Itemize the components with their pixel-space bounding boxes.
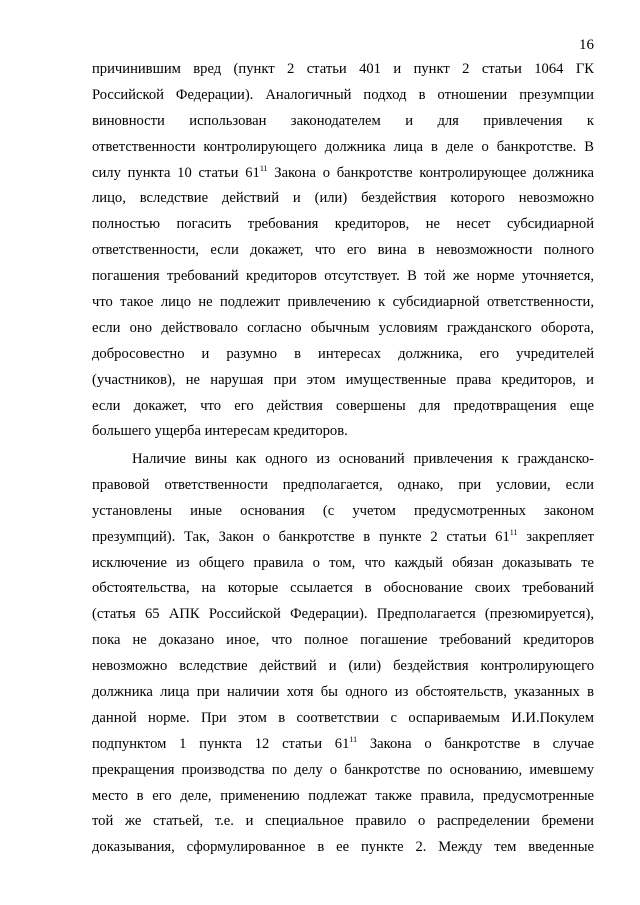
text-line: должника лица при наличии хотя бы одного из обстоятельств, указанных в: [92, 684, 594, 701]
text-line: ответственности, если докажет, что его вина в невозможности полного: [92, 242, 594, 259]
text-run: презумпций). Так, Закон о банкротстве в пункте 2 статьи 61: [92, 528, 510, 545]
text-line: обстоятельства, на которые ссылается в обоснование своих требований: [92, 580, 594, 597]
text-line: если оно действовало согласно обычным условиям гражданского оборота,: [92, 319, 594, 336]
text-run: силу пункта 10 статьи 61: [92, 164, 260, 181]
text-line: [92, 525, 594, 551]
superscript: 11: [349, 734, 358, 744]
text-line: лицо, вследствие действий и (или) бездействия которого невозможно: [92, 190, 594, 207]
text-line: ответственности контролирующего должника лица в деле о банкротстве. В: [92, 138, 594, 155]
text-line: что такое лицо не подлежит привлечению к субсидиарной ответственности,: [92, 294, 594, 311]
page-number: 16: [579, 37, 594, 53]
text-line: данной норме. При этом в соответствии с оспариваемым И.И.Покулем: [92, 709, 594, 726]
text-line: пока не доказано иное, что полное погашение требований кредиторов: [92, 632, 594, 649]
text-line: доказывания, сформулированное в ее пункте 2. Между тем введенные: [92, 839, 594, 856]
text-line: полностью погасить требования кредиторов, не несет субсидиарной: [92, 216, 594, 233]
text-line: погашения требований кредиторов отсутствует. В той же норме уточняется,: [92, 268, 594, 285]
text-line: правовой ответственности предполагается, однако, при условии, если: [92, 476, 594, 493]
text-line: исключение из общего правила о том, что каждый обязан доказывать те: [92, 554, 594, 571]
paragraph-1: [92, 57, 594, 445]
text-line: если докажет, что его действия совершены для предотвращения еще: [92, 397, 594, 414]
text-line: Наличие вины как одного из оснований привлечения к гражданско-: [132, 451, 594, 467]
text-line: [92, 161, 594, 187]
text-line: (участников), не нарушая при этом имущественные права кредиторов, и: [92, 371, 594, 388]
text-line: причинившим вред (пункт 2 статьи 401 и пункт 2 статьи 1064 ГК: [92, 61, 594, 77]
text-line: прекращения производства по делу о банкротстве по основанию, имевшему: [92, 761, 594, 778]
paragraph-2: [92, 447, 594, 861]
text-run: закрепляет: [517, 528, 594, 545]
text-line: большего ущерба интересам кредиторов.: [92, 423, 348, 440]
text-run: Закона о банкротстве контролирующее должника: [267, 164, 594, 181]
superscript: 11: [509, 527, 518, 537]
text-line: той же статьей, т.е. и специальное правило о распределении бремени: [92, 813, 594, 830]
text-run: Закона о банкротстве в случае: [357, 735, 594, 752]
text-line: невозможно вследствие действий и (или) бездействия контролирующего: [92, 658, 594, 675]
text-run: подпунктом 1 пункта 12 статьи 61: [92, 735, 350, 752]
text-line: Российской Федерации). Аналогичный подход в отношении презумпции: [92, 86, 594, 103]
text-line: установлены иные основания (с учетом предусмотренных законом: [92, 502, 594, 519]
text-line: добросовестно и разумно в интересах должника, его учредителей: [92, 345, 594, 362]
text-line: [92, 732, 594, 758]
text-line: место в его деле, применению подлежат также правила, предусмотренные: [92, 787, 594, 804]
text-line: виновности использован законодателем и для привлечения к: [92, 112, 594, 129]
text-line: (статья 65 АПК Российской Федерации). Предполагается (презюмируется),: [92, 606, 594, 623]
superscript: 11: [259, 163, 268, 173]
